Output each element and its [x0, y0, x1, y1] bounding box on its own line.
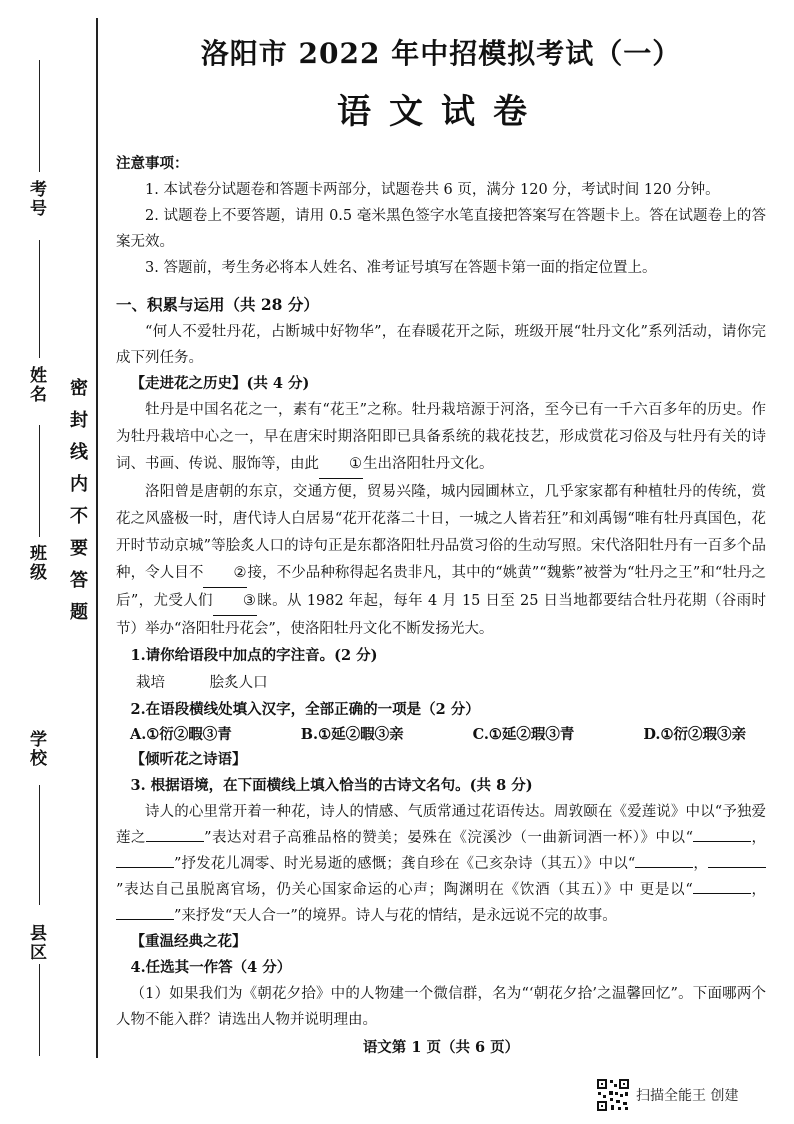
notice-item-3: 3. 答题前，考生务必将本人姓名、准考证号填写在答题卡第一面的指定位置上。	[145, 260, 657, 276]
option-a: A.①衍②暇③青	[130, 726, 232, 743]
field-kaohao	[39, 60, 40, 172]
scanner-watermark	[596, 1078, 738, 1112]
question-1: 1.请你给语段中加点的字注音。(2 分)	[130, 647, 378, 664]
part2-title: 【倾听花之诗语】	[130, 751, 247, 768]
question-3: 3. 根据语境，在下面横线上填入恰当的古诗文名句。(共 8 分)	[130, 777, 533, 794]
label-banji: 班级	[26, 544, 46, 582]
notice-heading: 注意事项：	[116, 155, 189, 172]
exam-title: 洛阳市 2022 年中招模拟考试（一）	[200, 37, 682, 70]
part1-title: 【走进花之历史】(共 4 分)	[130, 375, 310, 392]
label-kaohao: 考号	[26, 180, 46, 218]
seal-text: 密封线内不要答题	[67, 378, 88, 634]
option-c: C.①延②瑕③青	[472, 726, 575, 743]
blank-2: ②	[203, 560, 247, 588]
answer-blank[interactable]	[708, 867, 766, 868]
question-2: 2.在语段横线处填入汉字，全部正确的一项是（2 分）	[130, 701, 480, 718]
notice-item-1: 1. 本试卷分试题卷和答题卡两部分，试题卷共 6 页，满分 120 分，考试时间 120 分钟。	[145, 182, 720, 198]
answer-blank[interactable]	[116, 867, 174, 868]
word-kuaizhi: 脍炙人口	[209, 675, 268, 691]
pinyin-words	[116, 669, 766, 697]
blank-1: ①	[319, 451, 363, 479]
watermark-text: 扫描全能王 创建	[636, 1088, 739, 1104]
notice-item-2: 2. 试题卷上不要答题，请用 0.5 毫米黑色签字水笔直接把答案写在答题卡上。答在试题卷上的答案无效。	[116, 208, 766, 250]
label-xuexiao: 学校	[26, 730, 46, 768]
label-xianqu: 县区	[26, 924, 46, 962]
question-2-options	[116, 723, 766, 747]
seal-line	[96, 18, 98, 1058]
section-intro: “何人不爱牡丹花，占断城中好物华”，在春暖花开之际，班级开展“牡丹文化”系列活动，请你完成下列任务。	[116, 324, 766, 366]
section-title: 一、积累与运用（共 28 分）	[116, 295, 319, 314]
answer-blank[interactable]	[635, 867, 693, 868]
option-b: B.①延②暇③亲	[300, 726, 404, 743]
question-4-1: （1）如果我们为《朝花夕拾》中的人物建一个微信群，名为“‘朝花夕拾’之温馨回忆”。下面哪两个人物不能入群？请选出人物并说明理由。	[116, 986, 766, 1028]
question-3-text: 诗人的心里常开着一种花，诗人的情感、气质常通过花语传达。周敦颐在《爱莲说》中以“予独爱莲之 ”表达对君子高雅品格的赞美；晏殊在《浣溪沙（一曲新词酒一杯）》中以“ ，”抒发花儿凋零、时光易逝的感慨；龚自珍在《己亥杂诗（其五）》中以“ ，”表达自己虽脱离官场，仍关心国家命运的心声；陶渊明在《饮酒（其五）》中 更是以“ ，”来抒发“天人合一”的境界。诗人与花的情结，是永远说不完的故事。	[116, 804, 767, 924]
option-d: D.①衍②瑕③亲	[643, 726, 746, 743]
answer-blank[interactable]	[693, 841, 751, 842]
field-xuexiao	[39, 785, 40, 905]
answer-blank[interactable]	[146, 841, 204, 842]
paper-title: 语文试卷	[337, 92, 545, 132]
blank-3: ③	[213, 588, 257, 616]
part3-title: 【重温经典之花】	[130, 933, 247, 950]
qr-code-icon	[596, 1078, 630, 1112]
answer-blank[interactable]	[116, 919, 174, 920]
field-xianqu	[39, 964, 40, 1056]
passage-paragraph-2: 洛阳曾是唐朝的东京，交通方便，贸易兴隆，城内园圃林立，几乎家家都有种植牡丹的传统，赏花之风盛极一时，唐代诗人白居易“花开花落二十日，一城之人皆若狂”和刘禹锡“唯有牡丹真国色，花开时节动京城”等脍炙人口的诗句正是东都洛阳牡丹品赏习俗的生动写照。宋代洛阳牡丹有一百多个品种，令人目不 ②接，不少品种称得起名贵非凡，其中的“姚黄”“魏紫”被誉为“牡丹之王”和“牡丹之后”，尤受人们 ③睐。从 1982 年起，每年 4 月 15 日至 25 日当地都要结合牡丹花期（谷雨时节）举办“洛阳牡丹花会”，使洛阳牡丹文化不断发扬光大。	[116, 484, 767, 637]
word-zaipei: 栽培	[136, 675, 165, 691]
label-xingming: 姓名	[26, 366, 46, 404]
field-xingming	[39, 240, 40, 358]
passage-paragraph-1: 牡丹是中国名花之一，素有“花王”之称。牡丹栽培源于河洛，至今已有一千六百多年的历史。作为牡丹栽培中心之一，早在唐宋时期洛阳即已具备系统的栽花技艺，形成赏花习俗及与牡丹有关的诗词、书画、传说、服饰等，由此 ①生出洛阳牡丹文化。	[116, 397, 766, 479]
page-footer: 语文第 1 页（共 6 页）	[362, 1039, 520, 1056]
answer-blank[interactable]	[693, 893, 751, 894]
field-banji	[39, 425, 40, 537]
binding-margin	[0, 0, 105, 1124]
question-4: 4.任选其一作答（4 分）	[130, 959, 292, 976]
main-content	[116, 30, 766, 1061]
